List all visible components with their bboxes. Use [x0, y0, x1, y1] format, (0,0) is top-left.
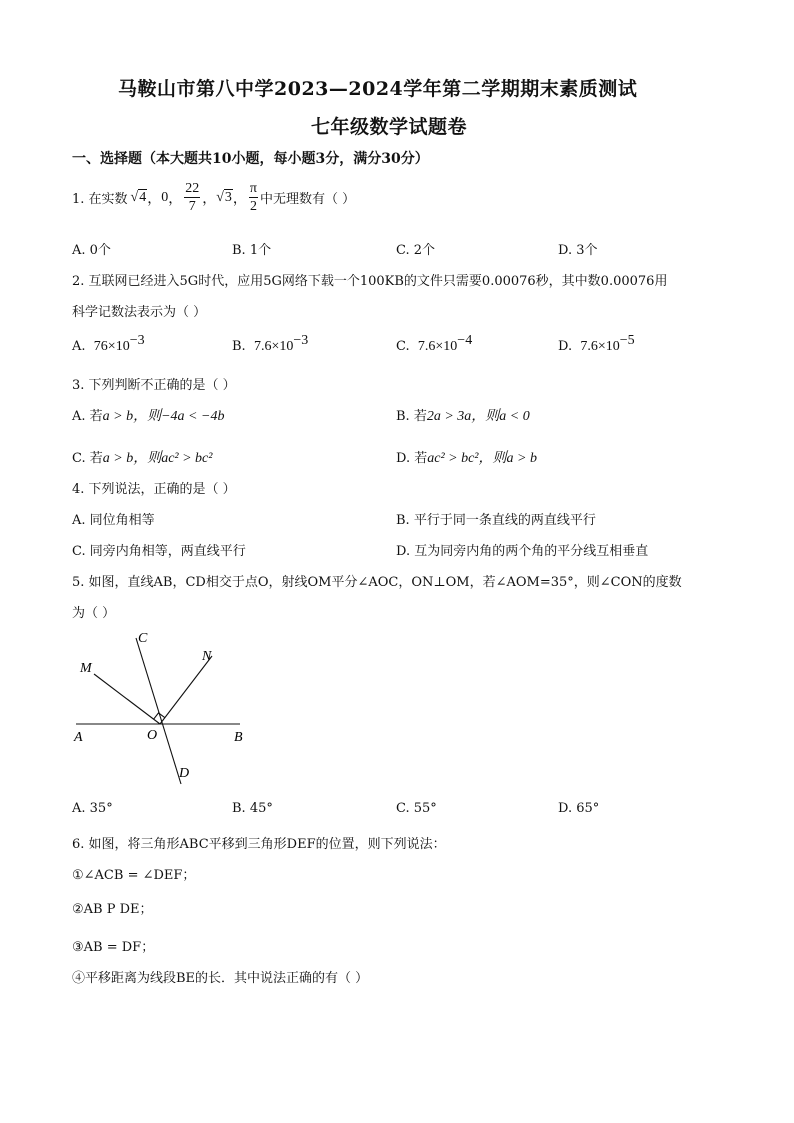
q5-line-1: 5. 如图，直线AB，CD相交于点O，射线OM平分∠AOC，ON⊥OM，若∠AOM=35°，则∠CON的度数 [72, 575, 682, 590]
q6-statement-4: ④平移距离为线段BE的长．其中说法正确的有（ ） [72, 971, 369, 986]
q1-tail: 中无理数有（ ） [260, 192, 356, 207]
q4-option-c: C. 同旁内角相等，两直线平行 [72, 544, 246, 559]
q1-option-b: B. 1个 [232, 243, 272, 258]
q4-option-a: A. 同位角相等 [72, 513, 155, 528]
ray-om [94, 674, 160, 724]
q1-option-c: C. 2个 [396, 243, 436, 258]
q5-figure [66, 626, 256, 790]
q1-sqrt4: √4 [130, 189, 147, 205]
label-m: M [80, 661, 92, 676]
q6-statement-1: ①∠ACB = ∠DEF； [72, 868, 196, 883]
q6-statement-3: ③AB = DF； [72, 940, 155, 955]
q1-zero: 0 [161, 189, 169, 205]
section-heading: 一、选择题（本大题共10小题，每小题3分，满分30分） [72, 151, 429, 167]
label-o: O [147, 728, 158, 743]
q2-line-2: 科学记数法表示为（ ） [72, 305, 207, 320]
exam-title: 马鞍山市第八中学2023—2024学年第二学期期末素质测试 [118, 78, 638, 100]
ray-on [160, 656, 212, 724]
q4-option-d: D. 互为同旁内角的两个角的平分线互相垂直 [396, 544, 649, 559]
q5-option-c: C. 55° [396, 801, 437, 816]
q2-option-c: C. $7.6\times 10^{-4}$ [396, 333, 473, 354]
right-angle-mark [154, 713, 165, 719]
q1-fraction-22-7: $\frac{22}{7}$ [185, 181, 200, 214]
q2-option-d: D. $7.6\times 10^{-5}$ [558, 333, 635, 354]
q6-stem: 6. 如图，将三角形ABC平移到三角形DEF的位置，则下列说法： [72, 837, 446, 852]
q2-line-1: 2. 互联网已经进入5G时代，应用5G网络下载一个100KB的文件只需要0.00076秒，其中数0.00076用 [72, 274, 668, 289]
label-c: C [138, 631, 148, 646]
label-d: D [179, 766, 190, 781]
q4-stem: 4. 下列说法，正确的是（ ） [72, 482, 236, 497]
q6-statement-2: ②AB P DE； [72, 902, 153, 917]
q1-option-d: D. 3个 [558, 243, 598, 258]
q1-stem: 1. 在实数 √4 ， 0 ， $\frac{22}{7}$ ， √3 ， $\frac{\pi}{2}$ 中无理数有（ ） [72, 181, 356, 214]
q3-stem: 3. 下列判断不正确的是（ ） [72, 378, 236, 393]
q5-line-2: 为（ ） [72, 606, 116, 621]
q3-option-c: C. 若a > b，则ac² > bc² [72, 451, 213, 466]
label-a: A [74, 730, 83, 745]
q1-option-a: A. 0个 [72, 243, 111, 258]
label-b: B [234, 730, 243, 745]
q1-sqrt3: √3 [216, 189, 232, 205]
q1-fraction-pi-2: $\frac{\pi}{2}$ [249, 181, 257, 214]
q2-option-b: B. $7.6\times 10^{-3}$ [232, 333, 309, 354]
q2-option-a: A. $76\times 10^{-3}$ [72, 333, 145, 354]
q1-prefix: 1. 在实数 [72, 192, 128, 207]
q3-option-a: A. 若a > b，则−4a < −4b [72, 409, 225, 424]
q4-option-b: B. 平行于同一条直线的两直线平行 [396, 513, 596, 528]
q5-option-b: B. 45° [232, 801, 273, 816]
q5-option-d: D. 65° [558, 801, 600, 816]
label-n: N [202, 649, 212, 664]
q5-option-a: A. 35° [72, 801, 113, 816]
exam-subtitle: 七年级数学试题卷 [311, 116, 468, 138]
q3-option-b: B. 若2a > 3a，则a < 0 [396, 409, 530, 424]
q3-option-d: D. 若ac² > bc²，则a > b [396, 451, 537, 466]
